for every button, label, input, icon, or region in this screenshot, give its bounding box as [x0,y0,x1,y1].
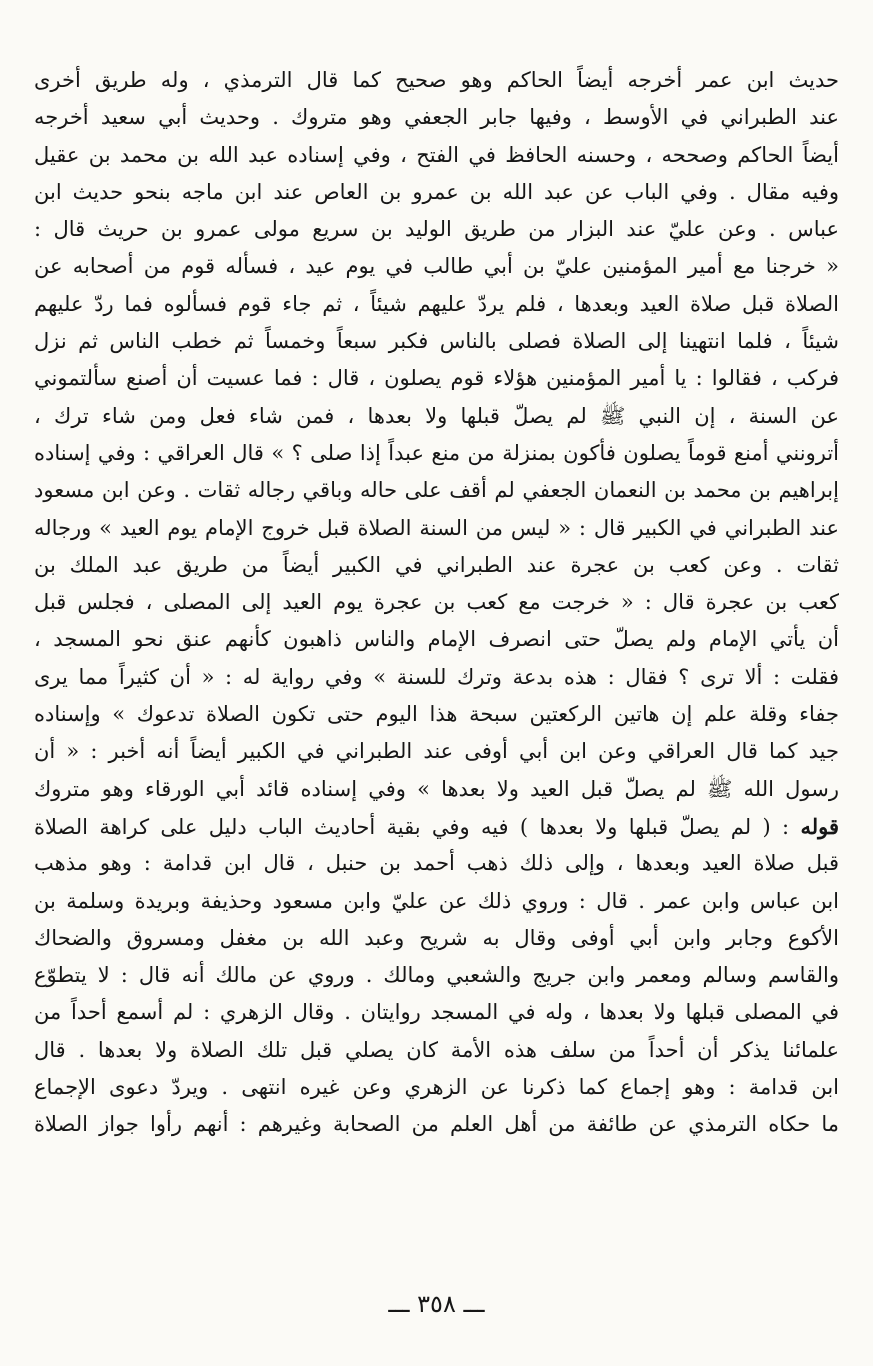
text-line: قبل صلاة العيد وبعدها ، وإلى ذلك ذهب أحمد بن حنبل ، قال ابن قدامة : وهو مذهب [34,851,839,876]
text-line: أيضاً الحاكم وصححه ، وحسنه الحافظ في الفتح ، وفي إسناده عبد الله بن محمد بن عقيل [34,142,839,167]
page-number: ـــ ٣٥٨ ـــ [388,1290,485,1318]
text-line: فركب ، فقالوا : يا أمير المؤمنين هؤلاء قوم يصلون ، قال : فما عسيت أن أصنع سألتموني [34,366,839,391]
text-line: عند الطبراني في الأوسط ، وفيها جابر الجعفي وهو متروك . وحديث أبي سعيد أخرجه [34,105,839,130]
text-line: والقاسم وسالم ومعمر وابن جريج والشعبي ومالك . وروي عن مالك أنه قال : لا يتطوّع [34,963,839,988]
text-line: وفيه مقال . وفي الباب عن عبد الله بن عمرو بن العاص عند ابن ماجه بنحو حديث ابن [34,179,839,204]
text-line: الأكوع وجابر وابن أبي أوفى وقال به شريح وعبد الله بن مغفل ومسروق والضحاك [34,925,839,950]
text-line: ثقات . وعن كعب بن عجرة عند الطبراني في الكبير أيضاً من طريق عبد الملك بن [34,552,839,577]
text-line: أترونني أمنع قوماً يصلون فأكون بمنزلة من منع عبداً إذا صلى ؟ » قال العراقي : وفي إسناده [34,440,839,465]
text-line: فقلت : ألا ترى ؟ فقال : هذه بدعة وترك للسنة » وفي رواية له : « أن كثيراً مما يرى [34,664,839,689]
text-line: ابن عباس وابن عمر . قال : وروي ذلك عن عليّ وابن مسعود وحذيفة وبريدة وسلمة بن [34,888,839,913]
text-line: « خرجنا مع أمير المؤمنين عليّ بن أبي طالب في يوم عيد ، فسأله قوم من أصحابه عن [34,254,839,279]
text-line: حديث ابن عمر أخرجه أيضاً الحاكم وهو صحيح كما قال الترمذي ، وله طريق أخرى [34,68,839,92]
text-line-commentary-start: قوله : ( لم يصلّ قبلها ولا بعدها ) فيه وفي بقية أحاديث الباب دليل على كراهة الصلاة [34,813,839,839]
commentary-lead-word: قوله [800,813,839,839]
text-line: شيئاً ، فلما انتهينا إلى الصلاة فصلى بالناس فكبر سبعاً وخمساً ثم خطب الناس ثم نزل [34,329,839,354]
text-line: رسول الله ﷺ لم يصلّ قبل العيد ولا بعدها » وفي إسناده قائد أبي الورقاء وهو متروك [34,776,839,801]
text-line: عند الطبراني في الكبير قال : « ليس من السنة الصلاة قبل خروج الإمام يوم العيد » ورجاله [34,515,839,540]
text-line: في المصلى قبلها ولا بعدها ، وله في المسجد روايتان . وقال الزهري : لم أسمع أحداً من [34,1000,839,1025]
text-line: جيد كما قال العراقي وعن ابن أبي أوفى عند الطبراني في الكبير أيضاً أنه أخبر : « أن [34,739,839,764]
text-line: الصلاة قبل صلاة العيد وبعدها ، فلم يردّ عليهم شيئاً ، ثم جاء قوم فسألوه فما ردّ عليهم [34,291,839,316]
text-line: إبراهيم بن محمد بن النعمان الجعفي لم أقف على حاله وباقي رجاله ثقات . وعن ابن مسعود [34,478,839,503]
text-line: أن يأتي الإمام ولم يصلّ حتى انصرف الإمام والناس ذاهبون كأنهم عنق نحو المسجد ، [34,627,839,652]
text-line: عن السنة ، إن النبي ﷺ لم يصلّ قبلها ولا بعدها ، فمن شاء فعل ومن شاء ترك ، [34,403,839,428]
text-line: ما حكاه الترمذي عن طائفة من أهل العلم من الصحابة وغيرهم : أنهم رأوا جواز الصلاة [34,1112,839,1137]
text-line: كعب بن عجرة قال : « خرجت مع كعب بن عجرة يوم العيد إلى المصلى ، فجلس قبل [34,590,839,615]
text-line: ابن قدامة : وهو إجماع كما ذكرنا عن الزهري وعن غيره انتهى . ويردّ دعوى الإجماع [34,1075,839,1100]
body-text [34,62,839,1144]
text-line: جفاء وقلة علم إن هاتين الركعتين سبحة هذا اليوم حتى تكون الصلاة تدعوك » وإسناده [34,702,839,727]
text-line: عباس . وعن عليّ عند البزار من طريق الوليد بن سريع مولى عمرو بن حريث قال : [34,217,839,242]
text-line: علمائنا يذكر أن أحداً من سلف هذه الأمة كان يصلي قبل تلك الصلاة ولا بعدها . قال [34,1037,839,1062]
